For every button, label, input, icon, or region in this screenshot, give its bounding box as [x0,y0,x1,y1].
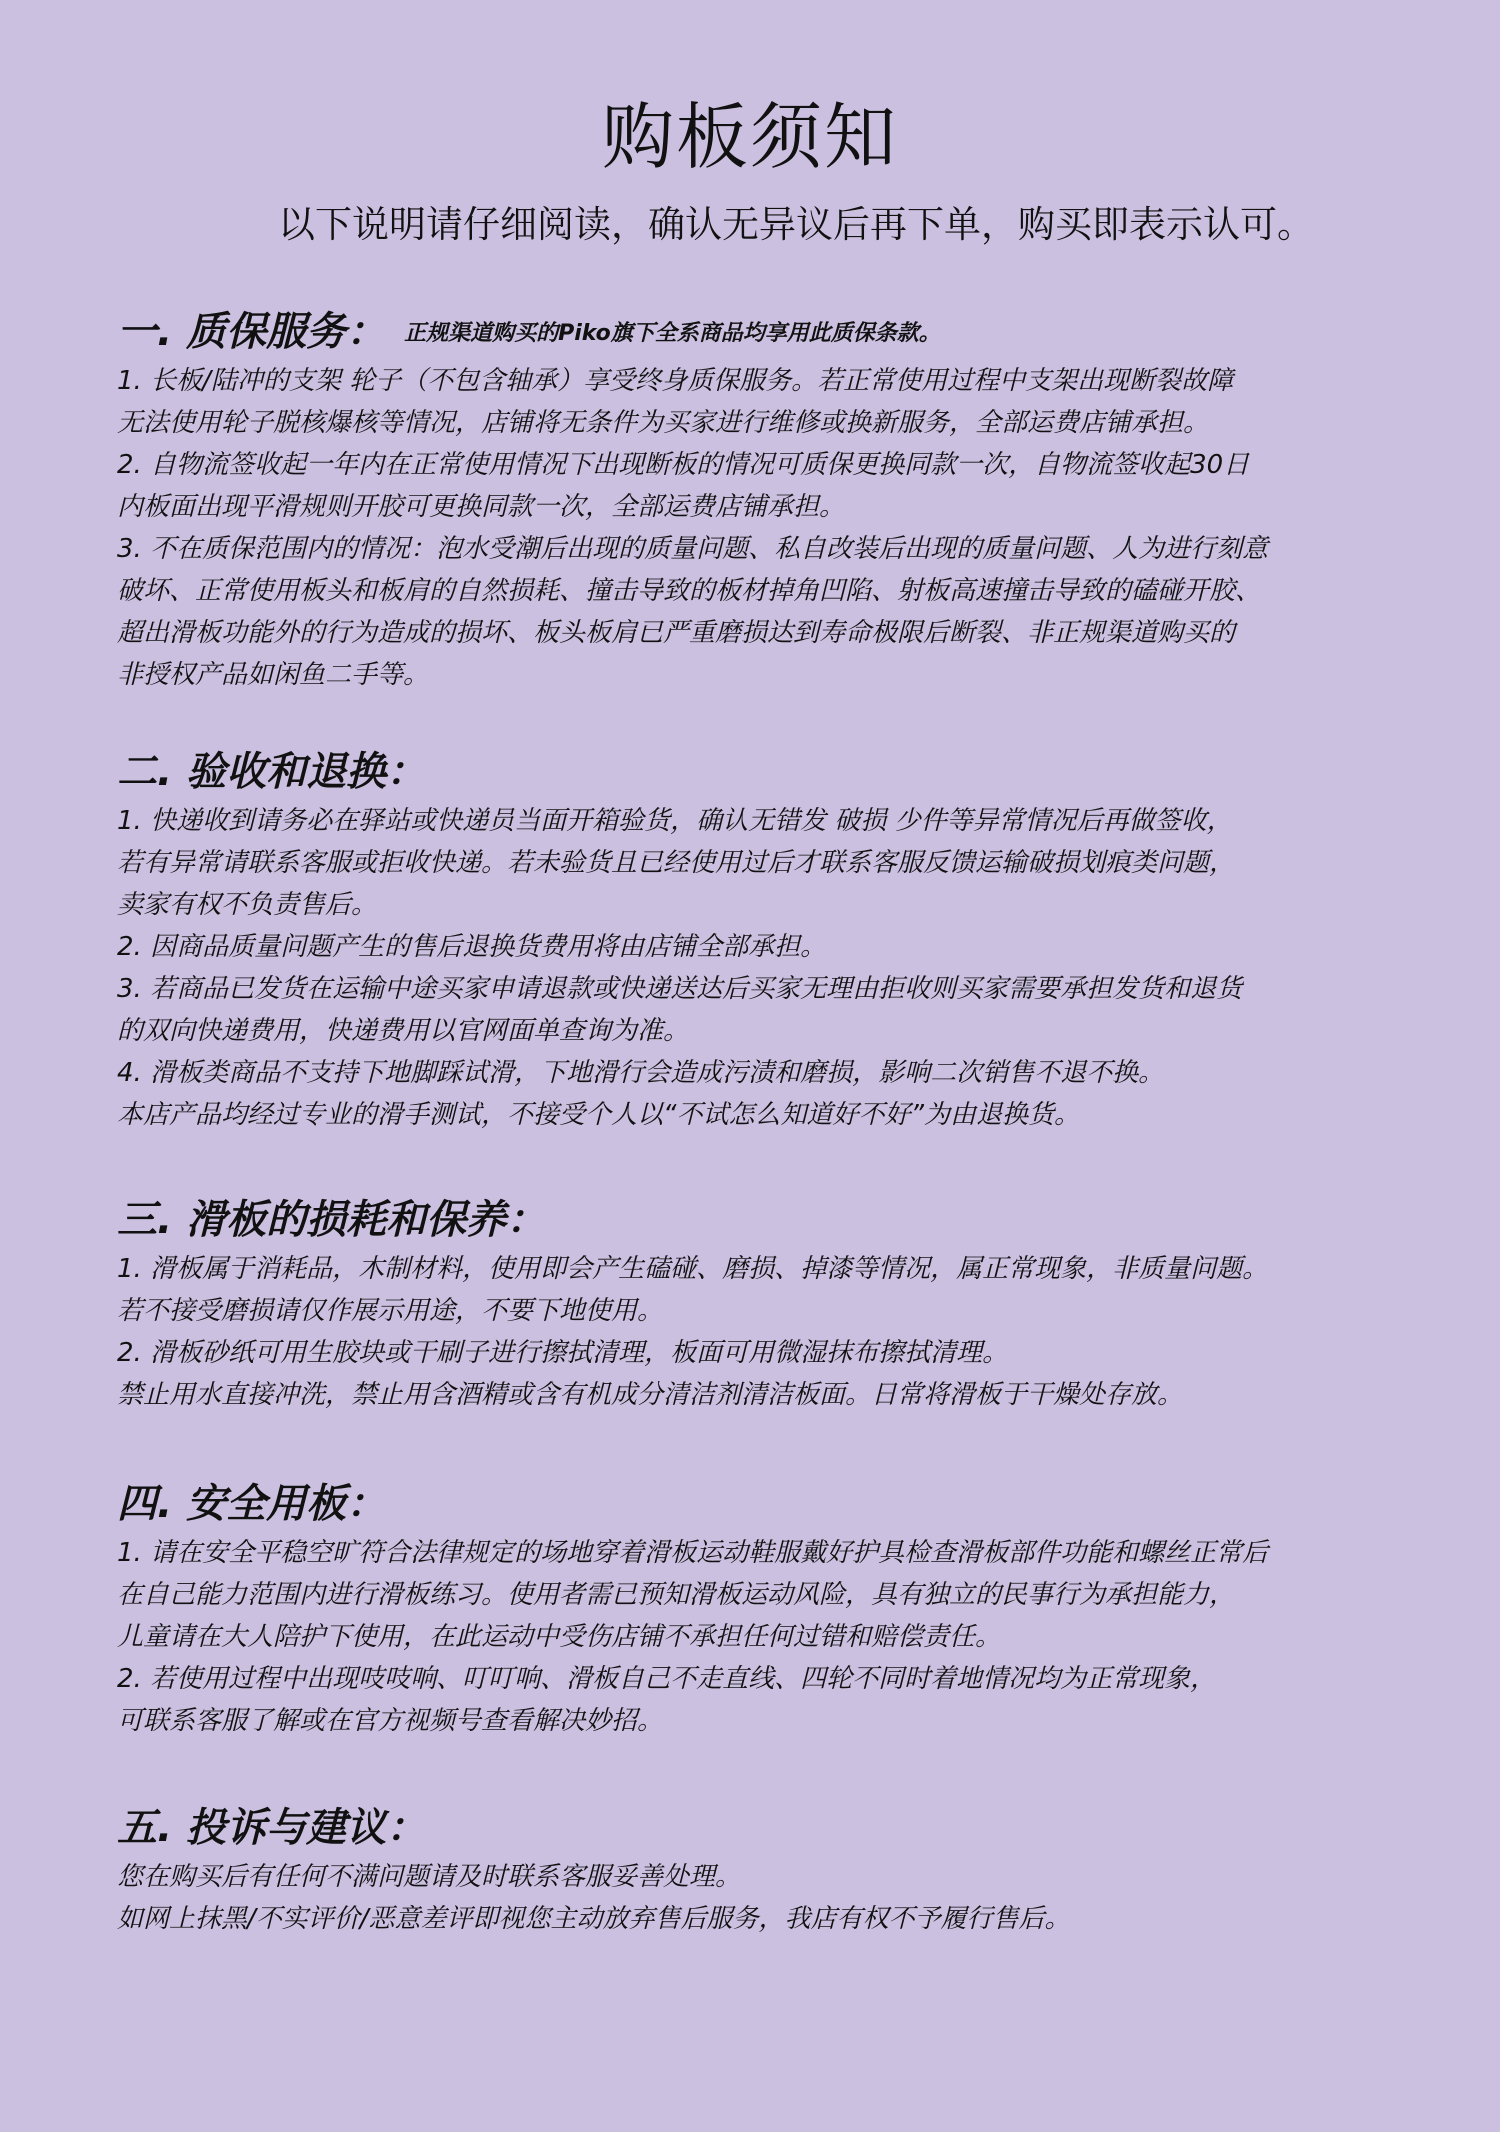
section-line: 超出滑板功能外的行为造成的损坏、板头板肩已严重磨损达到寿命极限后断裂、非正规渠道购买的 [117,618,1236,648]
section-line: 如网上抹黑/不实评价/恶意差评即视您主动放弃售后服务，我店有权不予履行售后。 [117,1904,1071,1934]
section-line: 3. 不在质保范围内的情况：泡水受潮后出现的质量问题、私自改装后出现的质量问题、人为进行刻意 [117,534,1269,564]
section-line: 无法使用轮子脱核爆核等情况，店铺将无条件为买家进行维修或换新服务，全部运费店铺承担。 [117,408,1210,438]
section-line: 本店产品均经过专业的滑手测试，不接受个人以“不试怎么知道好不好”为由退换货。 [117,1100,1080,1130]
section-line: 在自己能力范围内进行滑板练习。使用者需已预知滑板运动风险，具有独立的民事行为承担能力， [117,1580,1236,1610]
section-heading-text: 五. 投诉与建议： [117,1805,427,1851]
section-lines [117,1856,1417,1940]
section-heading [117,308,1417,356]
section-line: 若有异常请联系客服或拒收快递。若未验货且已经使用过后才联系客服反馈运输破损划痕类问题， [117,848,1236,878]
section-lines [117,1532,1417,1742]
section-lines [117,360,1417,696]
section-line: 2. 若使用过程中出现吱吱响、叮叮响、滑板自己不走直线、四轮不同时着地情况均为正常现象， [117,1664,1217,1694]
section-lines [117,1248,1417,1416]
section-lines [117,800,1417,1136]
page-title: 购板须知 [601,95,898,179]
section-complaints [117,1804,1417,1940]
section-line: 的双向快递费用，快递费用以官网面单查询为准。 [117,1016,690,1046]
section-line: 2. 因商品质量问题产生的售后退换货费用将由店铺全部承担。 [117,932,827,962]
section-heading [117,748,1417,796]
section-heading-text: 一. 质保服务： [117,309,387,355]
section-safety [117,1480,1417,1742]
section-line: 4. 滑板类商品不支持下地脚踩试滑，下地滑行会造成污渍和磨损，影响二次销售不退不换。 [117,1058,1165,1088]
section-wear-maintenance [117,1196,1417,1416]
section-note: 正规渠道购买的Piko旗下全系商品均享用此质保条款。 [404,320,941,346]
section-warranty [117,308,1417,696]
section-line: 1. 请在安全平稳空旷符合法律规定的场地穿着滑板运动鞋服戴好护具检查滑板部件功能和螺丝正常后 [117,1538,1269,1568]
section-line: 禁止用水直接冲洗，禁止用含酒精或含有机成分清洁剂清洁板面。日常将滑板于干燥处存放。 [117,1380,1184,1410]
section-line: 1. 快递收到请务必在驿站或快递员当面开箱验货，确认无错发 破损 少件等异常情况后再做签收， [117,806,1233,836]
section-heading-text: 四. 安全用板： [117,1481,387,1527]
section-line: 非授权产品如闲鱼二手等。 [117,660,430,690]
section-heading-text: 二. 验收和退换： [117,749,427,795]
section-line: 1. 滑板属于消耗品，木制材料，使用即会产生磕碰、磨损、掉漆等情况，属正常现象，非质量问题。 [117,1254,1269,1284]
section-heading-text: 三. 滑板的损耗和保养： [117,1197,547,1243]
section-line: 1. 长板/陆冲的支架 轮子（不包含轴承）享受终身质保服务。若正常使用过程中支架出现断裂故障 [117,366,1234,396]
section-heading [117,1804,1417,1852]
section-line: 若不接受磨损请仅作展示用途，不要下地使用。 [117,1296,664,1326]
section-line: 3. 若商品已发货在运输中途买家申请退款或快递送达后买家无理由拒收则买家需要承担发货和退货 [117,974,1243,1004]
section-inspection-return [117,748,1417,1136]
section-line: 2. 滑板砂纸可用生胶块或干刷子进行擦拭清理，板面可用微湿抹布擦拭清理。 [117,1338,1009,1368]
section-heading [117,1196,1417,1244]
section-line: 卖家有权不负责售后。 [117,890,378,920]
section-line: 您在购买后有任何不满问题请及时联系客服妥善处理。 [117,1862,742,1892]
section-heading [117,1480,1417,1528]
section-line: 儿童请在大人陪护下使用，在此运动中受伤店铺不承担任何过错和赔偿责任。 [117,1622,1002,1652]
section-line: 内板面出现平滑规则开胶可更换同款一次，全部运费店铺承担。 [117,492,846,522]
section-line: 2. 自物流签收起一年内在正常使用情况下出现断板的情况可质保更换同款一次，自物流签收起30日 [117,450,1250,480]
page-subtitle: 以下说明请仔细阅读，确认无异议后再下单，购买即表示认可。 [278,203,1314,246]
section-line: 破坏、正常使用板头和板肩的自然损耗、撞击导致的板材掉角凹陷、射板高速撞击导致的磕碰开胶、 [117,576,1262,606]
section-line: 可联系客服了解或在官方视频号查看解决妙招。 [117,1706,664,1736]
